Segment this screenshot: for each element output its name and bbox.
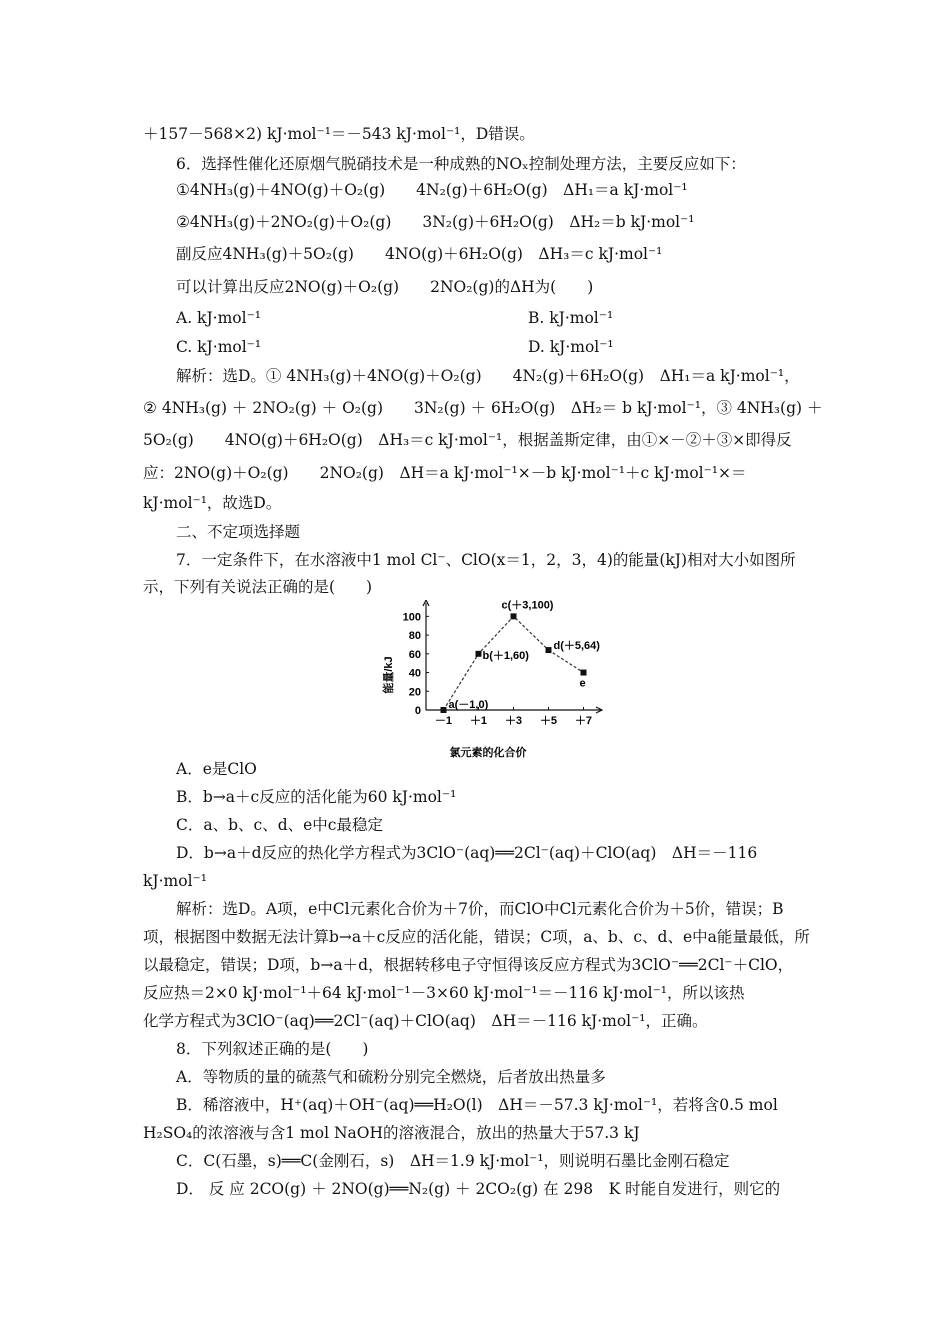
section-heading: 二、不定项选择题	[176, 523, 301, 541]
y-tick-label: 20	[408, 686, 421, 699]
solution-line: kJ·mol⁻¹，故选D。	[143, 494, 282, 512]
text-line: ＋157－568×2) kJ·mol⁻¹＝－543 kJ·mol⁻¹，D错误。	[143, 125, 535, 143]
energy-chart	[378, 600, 618, 760]
explanation-line: 以最稳定，错误；D项，b→a＋d，根据转移电子守恒得该反应方程式为3ClO⁻══2Cl⁻＋ClO，	[143, 956, 794, 974]
option-b: B. kJ·mol⁻¹	[528, 309, 614, 327]
answer-7b: B．b→a＋c反应的活化能为60 kJ·mol⁻¹	[176, 788, 457, 806]
x-tick-label: －1	[434, 715, 453, 727]
data-point	[476, 651, 482, 657]
y-tick-label: 80	[408, 630, 421, 643]
side-reaction: 副反应4NH₃(g)＋5O₂(g) 4NO(g)＋6H₂O(g) ΔH₃＝c kJ·mol⁻¹	[176, 245, 663, 263]
explanation-line: 反应热＝2×0 kJ·mol⁻¹＋64 kJ·mol⁻¹－3×60 kJ·mol⁻¹＝－116 kJ·mol⁻¹，所以该热	[143, 984, 745, 1002]
option-c: C. kJ·mol⁻¹	[176, 338, 262, 356]
solution-line: ② 4NH₃(g) ＋ 2NO₂(g) ＋ O₂(g) 3N₂(g) ＋ 6H₂O(g) ΔH₂＝ b kJ·mol⁻¹，③ 4NH₃(g) ＋	[143, 399, 823, 417]
data-point	[581, 670, 587, 676]
solution-line: 5O₂(g) 4NO(g)＋6H₂O(g) ΔH₃＝c kJ·mol⁻¹，根据盖斯定律，由①×－②＋③×即得反	[143, 431, 792, 449]
y-tick-label: 100	[402, 611, 421, 624]
data-label: a(－1,0)	[448, 699, 489, 711]
x-tick-label: ＋3	[504, 715, 523, 727]
option-d: D. kJ·mol⁻¹	[528, 338, 614, 356]
dashed-trend-line	[444, 616, 549, 710]
y-tick-label: 60	[408, 648, 421, 661]
answer-8d: D． 反 应 2CO(g) ＋ 2NO(g)══N₂(g) ＋ 2CO₂(g) 在 298 K 时能自发进行，则它的	[176, 1180, 781, 1198]
answer-8b: B．稀溶液中，H⁺(aq)＋OH⁻(aq)══H₂O(l) ΔH＝－57.3 kJ·mol⁻¹，若将含0.5 mol	[176, 1096, 778, 1114]
answer-8c: C．C(石墨，s)══C(金刚石，s) ΔH＝1.9 kJ·mol⁻¹，则说明石墨比金刚石稳定	[176, 1152, 730, 1170]
data-label: e	[579, 677, 586, 690]
explanation-line: 项，根据图中数据无法计算b→a＋c反应的活化能，错误；C项，a、b、c、d、e中a能量最低，所	[143, 928, 810, 946]
option-a: A. kJ·mol⁻¹	[176, 309, 261, 327]
explanation-line: 解析：选D。A项，e中Cl元素化合价为＋7价，而ClO中Cl元素化合价为＋5价，错误；B	[176, 900, 784, 918]
solution-line: 解析：选D。① 4NH₃(g)＋4NO(g)＋O₂(g) 4N₂(g)＋6H₂O(g) ΔH₁＝a kJ·mol⁻¹，	[176, 367, 800, 385]
data-point	[546, 647, 552, 653]
solution-line: 应：2NO(g)＋O₂(g) 2NO₂(g) ΔH＝a kJ·mol⁻¹×－b kJ·mol⁻¹＋c kJ·mol⁻¹×＝	[143, 464, 747, 482]
answer-7a: A．e是ClO	[176, 760, 257, 778]
x-tick-label: ＋7	[574, 715, 593, 727]
explanation-line: 化学方程式为3ClO⁻(aq)══2Cl⁻(aq)＋ClO(aq) ΔH＝－116 kJ·mol⁻¹，正确。	[143, 1012, 708, 1030]
answer-7c: C．a、b、c、d、e中c最稳定	[176, 816, 383, 834]
answer-7d: kJ·mol⁻¹	[143, 872, 207, 890]
y-axis-label: 能量/kJ	[383, 656, 395, 694]
question-7: 7．一定条件下，在水溶液中1 mol Cl⁻、ClO(x＝1，2，3，4)的能量(kJ)相对大小如图所	[176, 551, 796, 569]
answer-8a: A．等物质的量的硫蒸气和硫粉分别完全燃烧，后者放出热量多	[176, 1068, 606, 1086]
question-7: 示，下列有关说法正确的是( )	[143, 578, 373, 596]
data-label: b(＋1,60)	[482, 649, 529, 662]
answer-7d: D．b→a＋d反应的热化学方程式为3ClO⁻(aq)══2Cl⁻(aq)＋ClO(aq) ΔH＝－116	[176, 844, 758, 862]
reaction-2: ②4NH₃(g)＋2NO₂(g)＋O₂(g) 3N₂(g)＋6H₂O(g) ΔH₂＝b kJ·mol⁻¹	[176, 213, 695, 231]
data-point	[511, 613, 517, 619]
question-6-ask: 可以计算出反应2NO(g)＋O₂(g) 2NO₂(g)的ΔH为( )	[176, 278, 594, 296]
x-tick-label: ＋5	[539, 715, 558, 727]
question-6: 6．选择性催化还原烟气脱硝技术是一种成熟的NOₓ控制处理方法，主要反应如下：	[176, 155, 746, 173]
x-axis-label: 氯元素的化合价	[449, 747, 527, 759]
x-tick-label: ＋1	[469, 715, 488, 727]
data-point	[441, 707, 447, 713]
data-label: c(＋3,100)	[501, 600, 554, 612]
y-tick-label: 40	[408, 667, 421, 680]
dashed-trend-line	[549, 650, 584, 672]
answer-8b: H₂SO₄的浓溶液与含1 mol NaOH的溶液混合，放出的热量大于57.3 kJ	[143, 1124, 640, 1142]
data-label: d(＋5,64)	[553, 640, 600, 653]
reaction-1: ①4NH₃(g)＋4NO(g)＋O₂(g) 4N₂(g)＋6H₂O(g) ΔH₁＝a kJ·mol⁻¹	[176, 181, 688, 199]
y-tick-label: 0	[414, 705, 421, 717]
question-8: 8．下列叙述正确的是( )	[176, 1040, 369, 1058]
